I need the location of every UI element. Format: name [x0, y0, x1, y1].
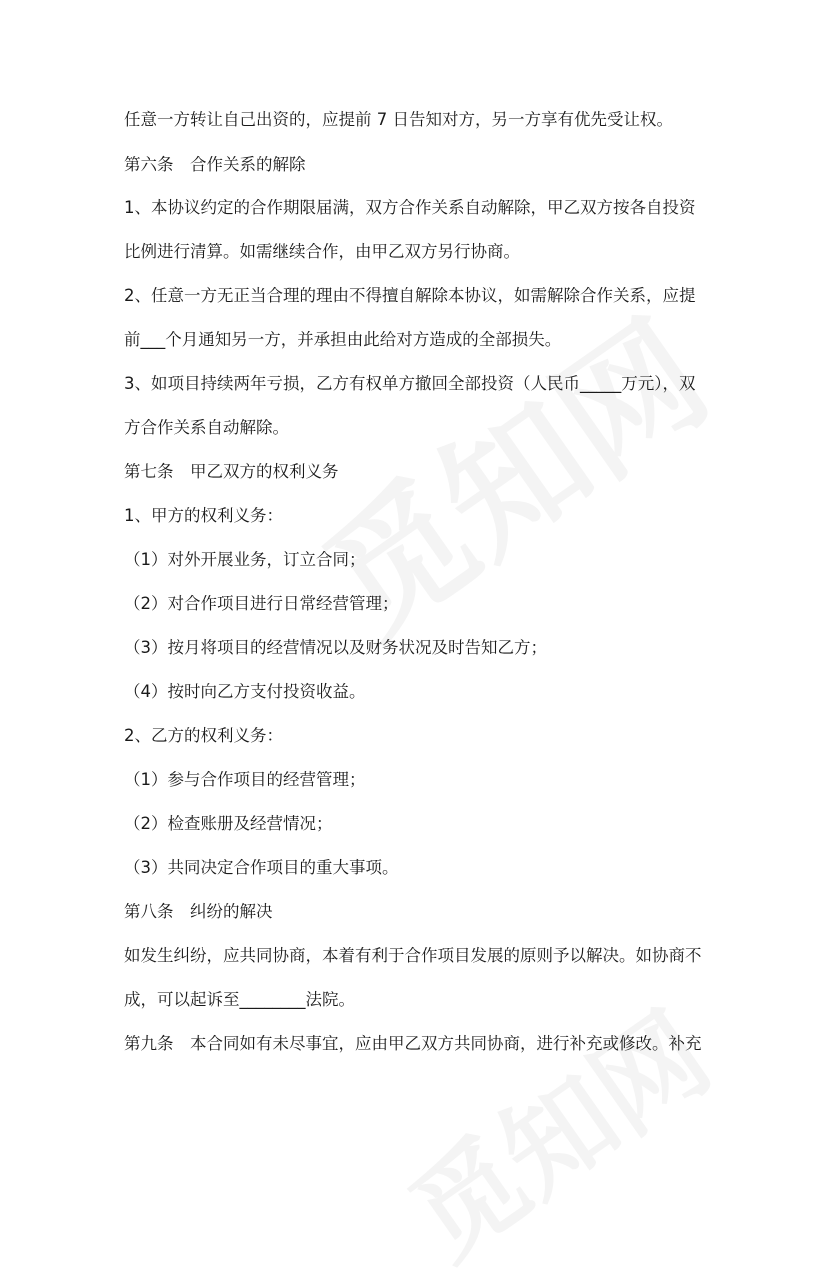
list-item: （4）按时向乙方支付投资收益。	[124, 682, 366, 701]
article-heading: 第八条 纠纷的解决	[124, 902, 273, 921]
paragraph-line: 任意一方转让自己出资的，应提前 7 日告知对方，另一方享有优先受让权。	[124, 110, 673, 129]
paragraph-line: 2、任意一方无正当合理的理由不得擅自解除本协议，如需解除合作关系，应提	[124, 286, 696, 305]
list-item: （2）检查账册及经营情况；	[124, 814, 333, 833]
paragraph-line: 1、本协议约定的合作期限届满，双方合作关系自动解除，甲乙双方按各自投资	[124, 198, 696, 217]
paragraph-line: 成，可以起诉至________法院。	[124, 990, 355, 1009]
article-heading: 第七条 甲乙双方的权利义务	[124, 462, 339, 481]
paragraph-line: 3、如项目持续两年亏损，乙方有权单方撤回全部投资（人民币_____万元），双	[124, 374, 696, 393]
paragraph-line: 2、乙方的权利义务：	[124, 726, 283, 745]
list-item: （1）参与合作项目的经营管理；	[124, 770, 366, 789]
list-item: （2）对合作项目进行日常经营管理；	[124, 594, 399, 613]
paragraph-line: 1、甲方的权利义务：	[124, 506, 283, 525]
list-item: （3）共同决定合作项目的重大事项。	[124, 858, 399, 877]
article-heading: 第六条 合作关系的解除	[124, 155, 306, 174]
paragraph-line: 第九条 本合同如有未尽事宜，应由甲乙双方共同协商，进行补充或修改。补充	[124, 1034, 702, 1053]
paragraph-line: 方合作关系自动解除。	[124, 418, 289, 437]
list-item: （3）按月将项目的经营情况以及财务状况及时告知乙方；	[124, 638, 547, 657]
watermark	[375, 970, 736, 1288]
paragraph-line: 如发生纠纷，应共同协商，本着有利于合作项目发展的原则予以解决。如协商不	[124, 946, 702, 965]
paragraph-line: 比例进行清算。如需继续合作，由甲乙双方另行协商。	[124, 242, 520, 261]
paragraph-line: 前___个月通知另一方，并承担由此给对方造成的全部损失。	[124, 330, 562, 349]
list-item: （1）对外开展业务，订立合同；	[124, 550, 366, 569]
